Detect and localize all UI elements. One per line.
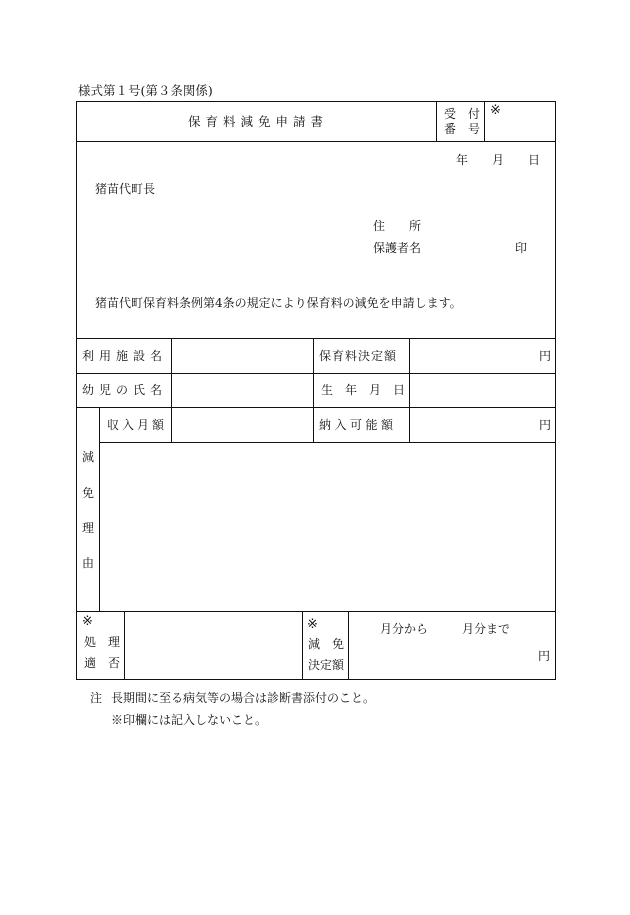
reception-number-field[interactable] bbox=[522, 104, 554, 140]
facility-label: 利用施設名 bbox=[82, 349, 168, 363]
fee-decision-label: 保育料決定額 bbox=[319, 349, 398, 363]
addressee: 猪苗代町長 bbox=[95, 182, 156, 196]
birthdate-label: 生 年 月 日 bbox=[321, 383, 406, 397]
fee-decision-unit: 円 bbox=[539, 349, 552, 363]
payable-label: 納入可能額 bbox=[319, 418, 397, 432]
reception-label-bottom: 番 号 bbox=[444, 122, 481, 136]
reason-label-char: 免 bbox=[82, 486, 95, 500]
reason-field[interactable] bbox=[101, 444, 554, 610]
reduction-label-2: 決定額 bbox=[308, 658, 345, 672]
processing-mark: ※ bbox=[82, 614, 93, 629]
reception-mark: ※ bbox=[490, 103, 501, 118]
note-label: 注 bbox=[90, 691, 103, 705]
amount-unit: 円 bbox=[538, 649, 551, 663]
income-field[interactable] bbox=[173, 409, 312, 441]
application-statement: 猪苗代町保育料条例第4条の規定により保育料の減免を申請します。 bbox=[95, 296, 462, 310]
birthdate-field[interactable] bbox=[411, 375, 554, 406]
address-field[interactable] bbox=[430, 214, 540, 234]
note-2: ※印欄には記入しないこと。 bbox=[111, 713, 268, 727]
guardian-name-field[interactable] bbox=[430, 236, 510, 256]
reception-label-top: 受 付 bbox=[444, 107, 481, 121]
date-day: 日 bbox=[528, 153, 541, 167]
facility-field[interactable] bbox=[173, 340, 312, 372]
to-month-label: 月分まで bbox=[462, 622, 511, 636]
payable-field[interactable] bbox=[411, 409, 539, 441]
processing-field[interactable] bbox=[126, 613, 301, 678]
child-name-label: 幼児の氏名 bbox=[82, 383, 168, 397]
reason-label-char: 減 bbox=[82, 450, 95, 464]
reason-label-char: 理 bbox=[82, 521, 95, 535]
note-1: 長期間に至る病気等の場合は診断書添付のこと。 bbox=[111, 691, 376, 705]
reduction-label-1: 減 免 bbox=[308, 637, 345, 651]
processing-label-2: 適 否 bbox=[84, 656, 121, 670]
date-year: 年 bbox=[456, 153, 469, 167]
reduction-mark: ※ bbox=[307, 617, 318, 632]
reason-label-char: 由 bbox=[82, 556, 95, 570]
address-label: 住 所 bbox=[373, 219, 422, 233]
fee-decision-field[interactable] bbox=[411, 340, 539, 372]
seal-mark: 印 bbox=[515, 241, 528, 255]
income-label: 収入月額 bbox=[107, 418, 168, 432]
date-month: 月 bbox=[492, 153, 505, 167]
child-name-field[interactable] bbox=[173, 375, 312, 406]
from-month-label: 月分から bbox=[380, 622, 429, 636]
form-title: 保育料減免申請書 bbox=[188, 114, 329, 129]
reduction-amount-field[interactable] bbox=[350, 613, 536, 678]
processing-label-1: 処 理 bbox=[84, 635, 121, 649]
form-number: 様式第１号(第３条関係) bbox=[78, 83, 213, 98]
guardian-label: 保護者名 bbox=[373, 241, 422, 255]
payable-unit: 円 bbox=[539, 418, 552, 432]
